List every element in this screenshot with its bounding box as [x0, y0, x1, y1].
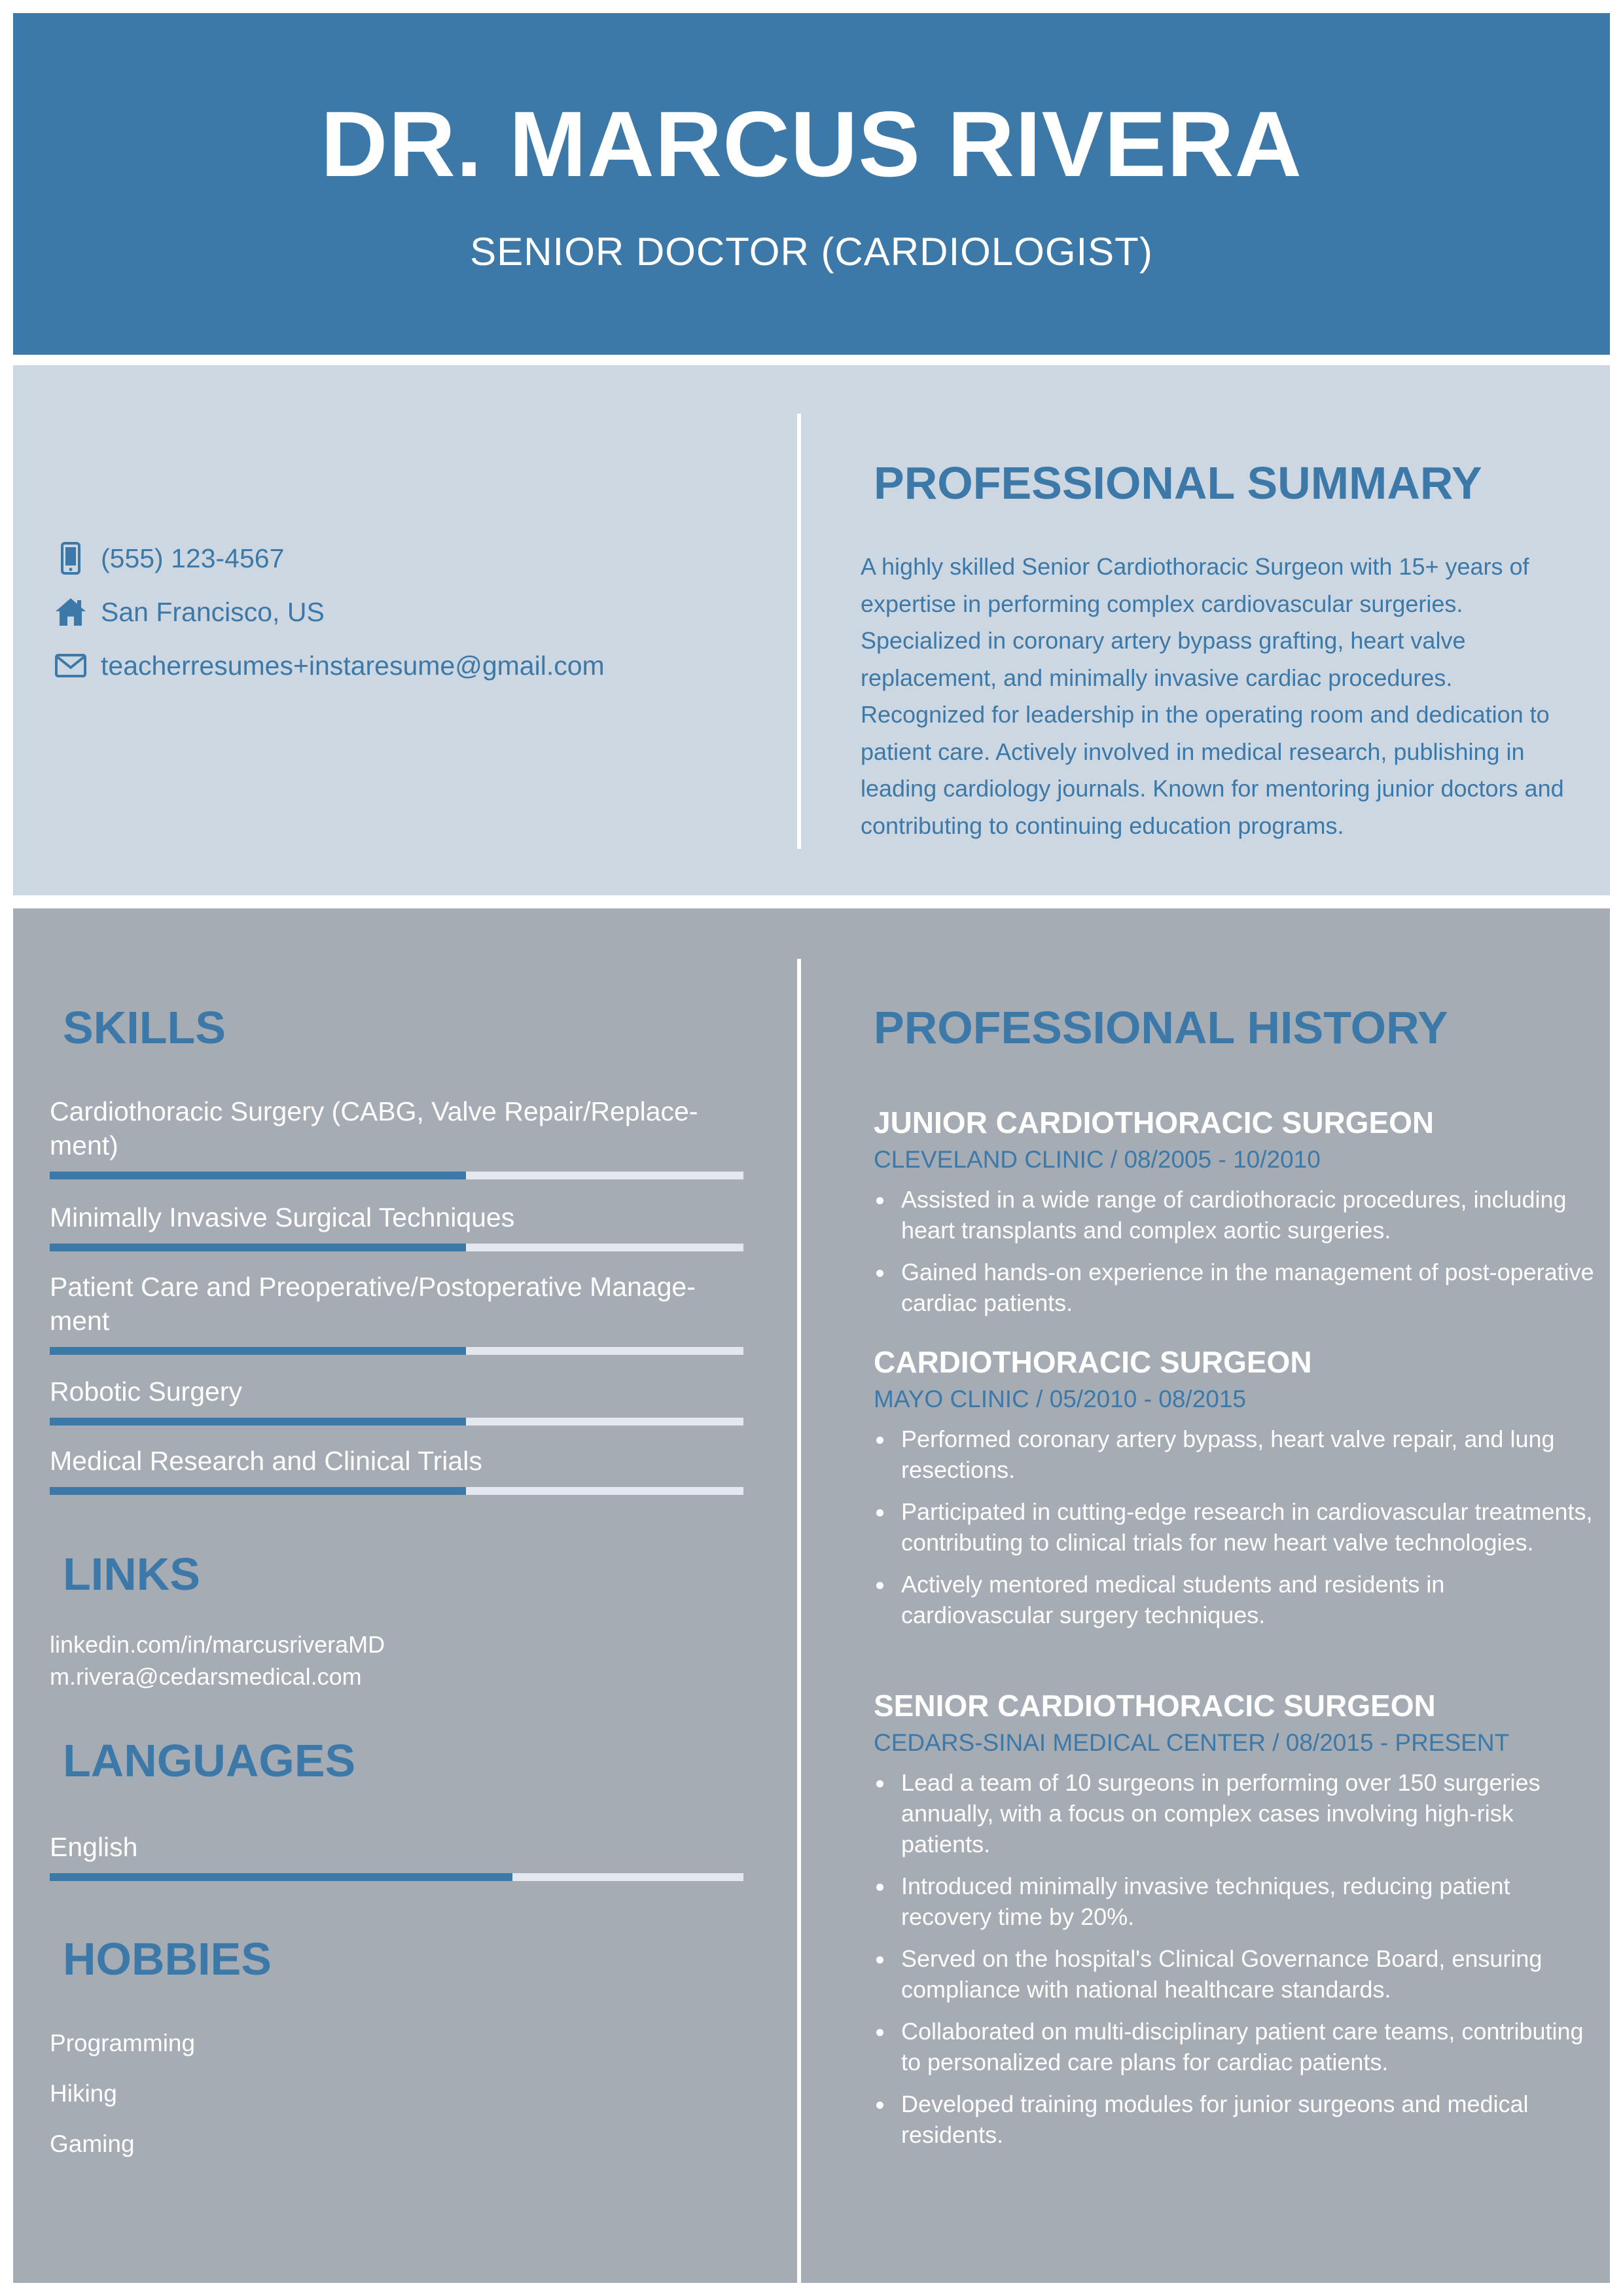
job-title: JUNIOR CARDIOTHORACIC SURGEON — [874, 1105, 1435, 1139]
candidate-name: DR. MARCUS RIVERA — [320, 92, 1303, 196]
skill-bar-fill — [50, 1172, 466, 1179]
language-bar — [50, 1873, 743, 1881]
skill-item — [50, 1444, 743, 1495]
job-bullet: Participated in cutting-edge research in cardiovascular treatments, contributing to clinical trials for new heart valve technologies. — [874, 1496, 1600, 1558]
job-entry — [874, 1104, 1600, 1329]
skill-bar — [50, 1172, 743, 1179]
skill-bar-fill — [50, 1244, 466, 1251]
skill-label: Cardiothoracic Surgery (CABG, Valve Repair/Replace- ment) — [50, 1096, 698, 1160]
main-divider — [797, 959, 801, 2283]
summary-heading: PROFESSIONAL SUMMARY — [874, 457, 1482, 509]
languages-heading: LANGUAGES — [63, 1735, 356, 1786]
job-entry — [874, 1344, 1600, 1641]
contact-email[interactable] — [52, 646, 605, 685]
summary-text: A highly skilled Senior Cardiothoracic Surgeon with 15+ years of expertise in performing complex cardiovascular surgeries. Specialized in coronary artery bypass grafting, heart valve replacement, and minimally invasive cardiac procedures. Recognized for leadership in the operating room and dedication to patient care. Actively involved in medical research, publishing in leading cardiology journals. Known for mentoring junior doctors and contributing to continuing education programs. — [861, 553, 1564, 839]
language-bar-fill — [50, 1873, 512, 1881]
job-company-dates: CEDARS-SINAI MEDICAL CENTER / 08/2015 - PRESENT — [874, 1729, 1510, 1756]
skill-bar — [50, 1244, 743, 1251]
job-bullet: Served on the hospital's Clinical Governance Board, ensuring compliance with national healthcare standards. — [874, 1943, 1600, 2005]
job-bullet: Assisted in a wide range of cardiothoracic procedures, including heart transplants and complex aortic surgeries. — [874, 1184, 1600, 1246]
job-bullet: Developed training modules for junior surgeons and medical residents. — [874, 2089, 1600, 2150]
phone-icon — [52, 540, 89, 577]
skill-label: Patient Care and Preoperative/Postoperative Manage- ment — [50, 1272, 696, 1336]
job-company-dates: CLEVELAND CLINIC / 08/2005 - 10/2010 — [874, 1146, 1321, 1173]
phone-text: (555) 123-4567 — [101, 543, 285, 573]
contact-location — [52, 592, 325, 632]
skill-bar-fill — [50, 1347, 466, 1355]
job-title: SENIOR CARDIOTHORACIC SURGEON — [874, 1689, 1436, 1723]
skills-heading: SKILLS — [63, 1002, 226, 1053]
skill-bar — [50, 1487, 743, 1495]
candidate-title: SENIOR DOCTOR (CARDIOLOGIST) — [470, 230, 1153, 274]
job-bullet: Gained hands-on experience in the management of post-operative cardiac patients. — [874, 1257, 1600, 1318]
skill-item — [50, 1094, 743, 1179]
hobby-item: Programming — [50, 2030, 196, 2056]
skill-label: Minimally Invasive Surgical Techniques — [50, 1202, 515, 1232]
job-bullet: Performed coronary artery bypass, heart valve repair, and lung resections. — [874, 1424, 1600, 1485]
links-heading: LINKS — [63, 1549, 200, 1600]
job-bullets — [874, 1767, 1600, 2150]
job-company-dates: MAYO CLINIC / 05/2010 - 08/2015 — [874, 1386, 1247, 1412]
skill-item — [50, 1270, 743, 1355]
job-entry — [874, 1687, 1600, 2161]
link-linkedin[interactable]: linkedin.com/in/marcusriveraMD — [50, 1631, 385, 1658]
skill-item — [50, 1200, 743, 1251]
history-heading: PROFESSIONAL HISTORY — [874, 1002, 1448, 1053]
job-bullet: Actively mentored medical students and residents in cardiovascular surgery techniques. — [874, 1569, 1600, 1630]
skill-bar-fill — [50, 1418, 466, 1426]
job-title: CARDIOTHORACIC SURGEON — [874, 1345, 1312, 1379]
resume-header — [13, 13, 1610, 355]
skill-bar — [50, 1347, 743, 1355]
skill-label: Medical Research and Clinical Trials — [50, 1446, 482, 1476]
email-text[interactable]: teacherresumes+instaresume@gmail.com — [101, 650, 605, 681]
job-bullets — [874, 1424, 1600, 1630]
hobby-item: Hiking — [50, 2080, 117, 2107]
home-icon — [52, 594, 89, 630]
skill-label: Robotic Surgery — [50, 1376, 242, 1407]
job-bullet: Introduced minimally invasive techniques, reducing patient recovery time by 20%. — [874, 1871, 1600, 1932]
language-label: English — [50, 1832, 138, 1862]
hobbies-heading: HOBBIES — [63, 1933, 272, 1984]
job-bullet: Lead a team of 10 surgeons in performing over 150 surgeries annually, with a focus on complex cases involving high-risk patients. — [874, 1767, 1600, 1859]
skill-item — [50, 1374, 743, 1426]
location-text: San Francisco, US — [101, 596, 325, 627]
link-email[interactable]: m.rivera@cedarsmedical.com — [50, 1663, 362, 1690]
job-bullets — [874, 1184, 1600, 1318]
skill-bar — [50, 1418, 743, 1426]
hobby-item: Gaming — [50, 2130, 135, 2157]
language-item — [50, 1830, 743, 1881]
top-divider — [797, 414, 801, 849]
contact-phone — [52, 539, 284, 578]
job-bullet: Collaborated on multi-disciplinary patient care teams, contributing to personalized care plans for cardiac patients. — [874, 2016, 1600, 2077]
links-list — [50, 1628, 385, 1693]
skill-bar-fill — [50, 1487, 466, 1495]
mail-icon — [52, 647, 89, 684]
